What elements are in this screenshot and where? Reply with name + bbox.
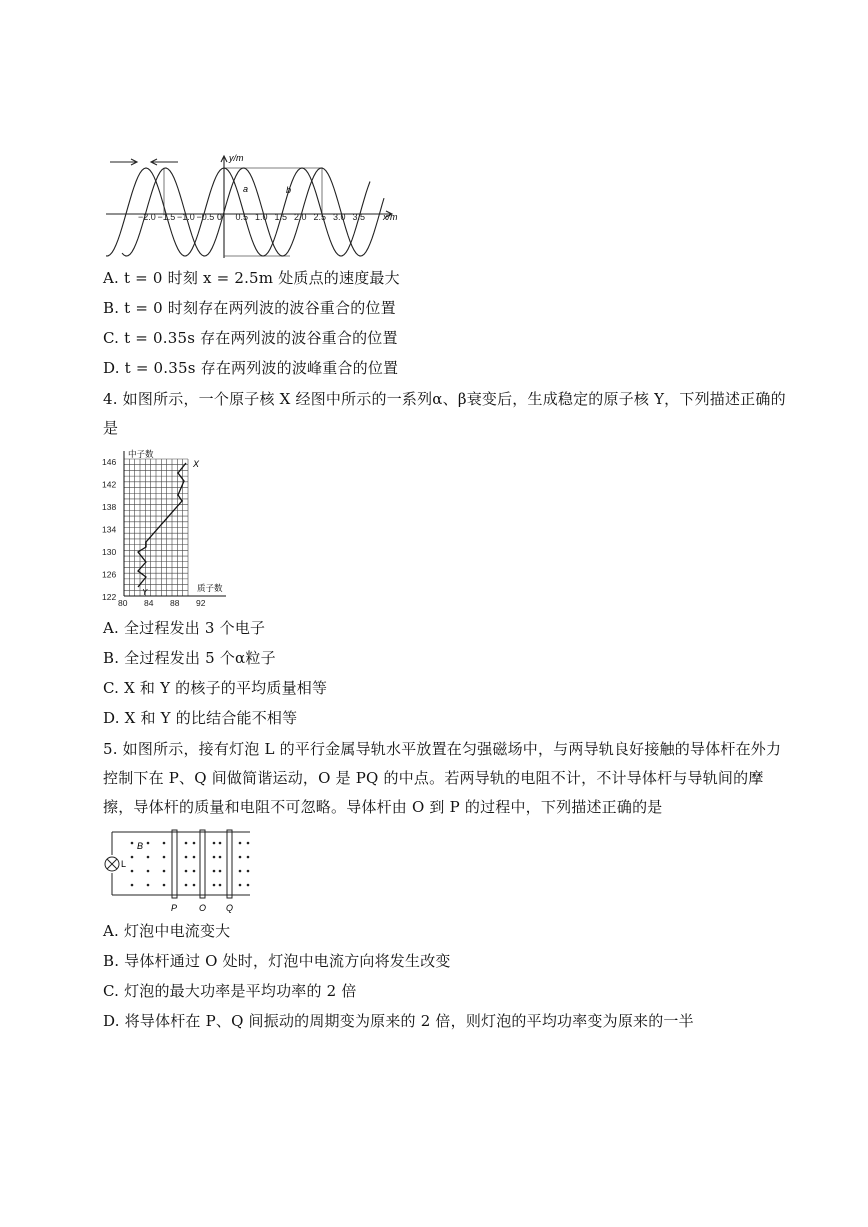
- field-dot: [163, 842, 166, 845]
- field-b-label: B: [137, 841, 144, 851]
- rod-q: [227, 830, 232, 898]
- field-dot: [219, 842, 222, 845]
- x-tick-label: 1.0: [255, 212, 268, 222]
- field-dot: [147, 856, 150, 859]
- field-dot: [239, 856, 242, 859]
- field-dot: [247, 884, 250, 887]
- y-tick-label: 146: [102, 457, 117, 467]
- lamp-l-label: L: [121, 859, 127, 869]
- field-dot: [219, 856, 222, 859]
- x-tick-label: −1.5: [157, 212, 176, 222]
- q4-option-d: D. X 和 Y 的比结合能不相等: [103, 709, 298, 727]
- field-dot: [213, 870, 216, 873]
- curve-b-label: b: [286, 185, 292, 195]
- x-tick-label: 2.0: [294, 212, 307, 222]
- x-tick-label: −1.0: [177, 212, 195, 222]
- field-dot: [239, 870, 242, 873]
- y-tick-label: 122: [102, 592, 117, 602]
- y-axis-label: y/m: [229, 153, 244, 163]
- rail-circuit-figure: [102, 827, 254, 915]
- x-tick-label: −2.0: [138, 212, 156, 222]
- x-tick-label: −0.5: [196, 212, 215, 222]
- field-dot: [131, 884, 134, 887]
- field-dot: [219, 884, 222, 887]
- x-tick-label: 84: [144, 598, 154, 608]
- nucleus-y-label: Y: [142, 588, 148, 597]
- field-dot: [247, 856, 250, 859]
- q5-stem-line1: 5. 如图所示，接有灯泡 L 的平行金属导轨水平放置在匀强磁场中，与两导轨良好接触的导体杆在外力: [103, 740, 782, 758]
- field-dot: [163, 856, 166, 859]
- field-dot: [213, 842, 216, 845]
- y-tick-label: 138: [102, 502, 117, 512]
- field-dot: [185, 856, 188, 859]
- field-dot: [213, 856, 216, 859]
- field-dot: [247, 870, 250, 873]
- x-tick-label: 88: [170, 598, 180, 608]
- q4-stem-line2: 是: [103, 419, 119, 437]
- q5-stem-line2: 控制下在 P、Q 间做简谐运动，O 是 PQ 的中点。若两导轨的电阻不计，不计导体杆与导轨间的摩: [103, 769, 764, 787]
- field-dot: [163, 870, 166, 873]
- x-tick-label: 0.5: [235, 212, 249, 222]
- field-dot: [185, 884, 188, 887]
- field-dot: [147, 842, 150, 845]
- point-p-label: P: [171, 903, 178, 913]
- x-tick-label: 2.5: [313, 212, 327, 222]
- field-dot: [193, 842, 196, 845]
- wave-figure: [100, 152, 405, 262]
- field-dot: [163, 884, 166, 887]
- rod-p: [172, 830, 177, 898]
- origin-label: 0: [217, 212, 223, 222]
- field-dot: [239, 842, 242, 845]
- q3-option-d: D. t = 0.35s 存在两列波的波峰重合的位置: [103, 359, 399, 377]
- field-dot: [147, 884, 150, 887]
- field-dot: [193, 856, 196, 859]
- q5-option-c: C. 灯泡的最大功率是平均功率的 2 倍: [103, 982, 357, 1000]
- x-tick-label: 1.5: [274, 212, 288, 222]
- field-dot: [131, 856, 134, 859]
- y-tick-label: 134: [102, 524, 117, 535]
- proton-number-label: 质子数: [197, 583, 223, 593]
- neutron-number-label: 中子数: [128, 449, 154, 459]
- field-dot: [131, 842, 134, 845]
- x-tick-label: 80: [118, 598, 128, 608]
- q5-option-a: A. 灯泡中电流变大: [103, 922, 231, 940]
- x-tick-label: 92: [196, 598, 206, 608]
- point-q-label: Q: [226, 903, 234, 913]
- field-dot: [193, 870, 196, 873]
- x-tick-label: 3.0: [333, 212, 346, 222]
- q5-option-b: B. 导体杆通过 O 处时，灯泡中电流方向将发生改变: [103, 952, 451, 970]
- q4-option-b: B. 全过程发出 5 个α粒子: [103, 649, 276, 667]
- field-dot: [213, 884, 216, 887]
- y-tick-label: 130: [102, 547, 117, 557]
- field-dot: [147, 870, 150, 873]
- field-dot: [239, 884, 242, 887]
- field-dot: [131, 870, 134, 873]
- x-axis-label: x/m: [383, 212, 398, 222]
- q4-option-a: A. 全过程发出 3 个电子: [103, 619, 266, 637]
- y-tick-label: 126: [102, 569, 117, 580]
- q4-stem-line1: 4. 如图所示，一个原子核 X 经图中所示的一系列α、β衰变后，生成稳定的原子核 Y，下列描述正确的: [103, 390, 786, 408]
- rod-o: [200, 830, 205, 898]
- field-dot: [247, 842, 250, 845]
- field-dot: [219, 870, 222, 873]
- q3-option-c: C. t = 0.35s 存在两列波的波谷重合的位置: [103, 329, 398, 347]
- q5-option-d: D. 将导体杆在 P、Q 间振动的周期变为原来的 2 倍，则灯泡的平均功率变为原来的一半: [103, 1012, 694, 1030]
- q3-option-a: A. t = 0 时刻 x = 2.5m 处质点的速度最大: [103, 269, 400, 287]
- x-tick-label: 3.5: [352, 212, 366, 222]
- q5-stem-line3: 擦，导体杆的质量和电阻不可忽略。导体杆由 O 到 P 的过程中，下列描述正确的是: [103, 798, 663, 816]
- field-dot: [185, 870, 188, 873]
- q4-option-c: C. X 和 Y 的核子的平均质量相等: [103, 679, 328, 697]
- nucleus-x-label: X: [193, 459, 200, 469]
- q3-option-b: B. t = 0 时刻存在两列波的波谷重合的位置: [103, 299, 396, 317]
- point-o-label: O: [199, 903, 207, 913]
- curve-a-label: a: [243, 184, 249, 194]
- field-dot: [185, 842, 188, 845]
- field-dot: [193, 884, 196, 887]
- y-tick-label: 142: [102, 479, 117, 490]
- nuclide-chart: [98, 447, 233, 610]
